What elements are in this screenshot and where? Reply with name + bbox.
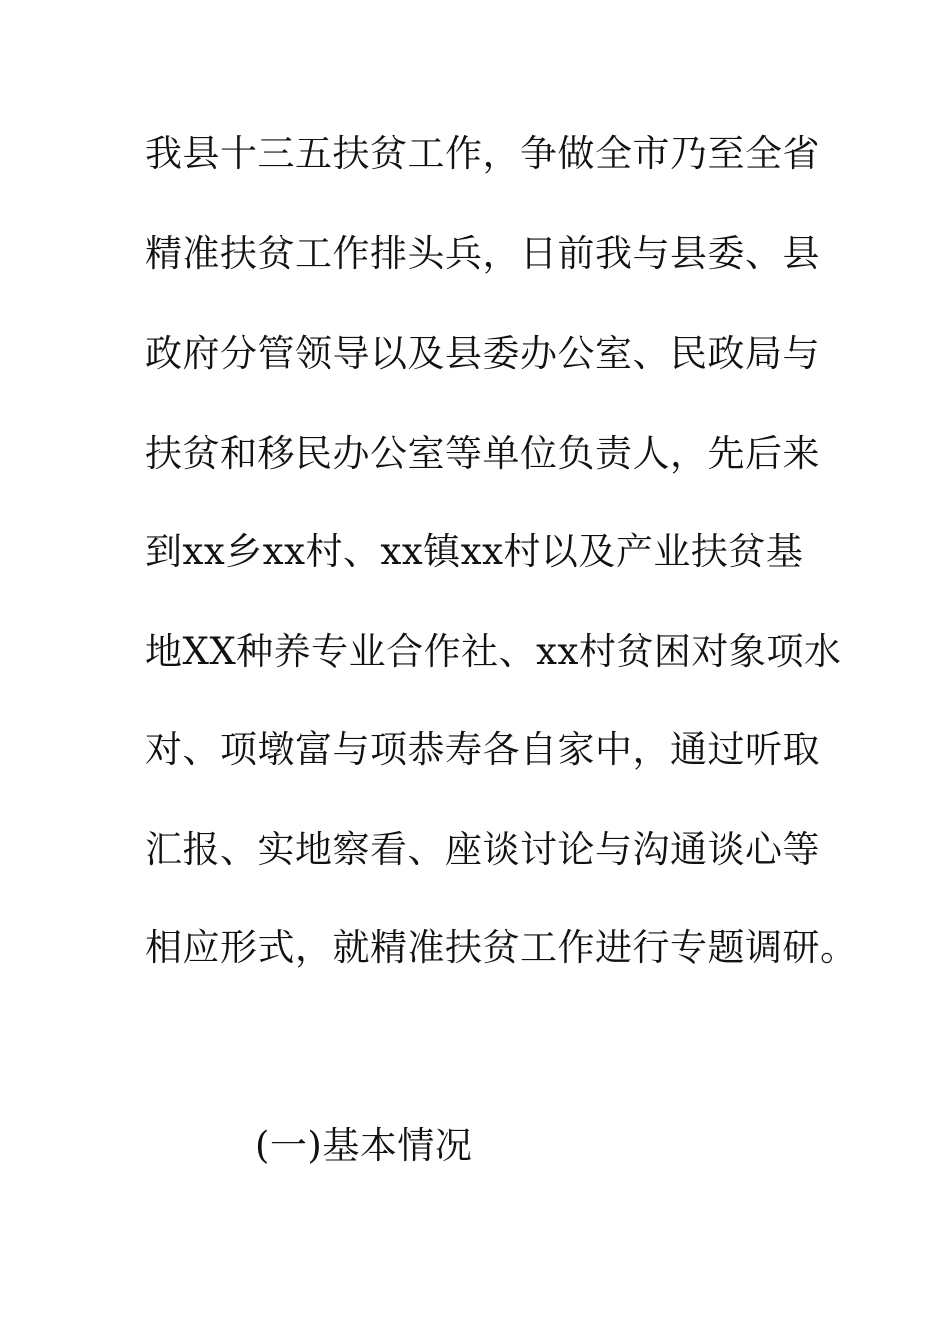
paragraph-line: 扶贫和移民办公室等单位负责人，先后来: [145, 432, 820, 475]
paragraph-line: 地XX种养专业合作社、xx村贫困对象项水: [145, 630, 842, 673]
section-heading: (一)基本情况: [255, 1124, 473, 1167]
paragraph-line: 到xx乡xx村、xx镇xx村以及产业扶贫基: [145, 530, 804, 573]
paragraph-line: 政府分管领导以及县委办公室、民政局与: [145, 332, 820, 375]
paragraph-line: 相应形式，就精准扶贫工作进行专题调研。: [145, 926, 858, 969]
paragraph-line: 汇报、实地察看、座谈讨论与沟通谈心等: [145, 828, 820, 871]
paragraph-line: 我县十三五扶贫工作，争做全市乃至全省: [145, 132, 820, 175]
paragraph-line: 对、项墩富与项恭寿各自家中，通过听取: [145, 728, 820, 771]
paragraph-line: 精准扶贫工作排头兵，日前我与县委、县: [145, 232, 820, 275]
